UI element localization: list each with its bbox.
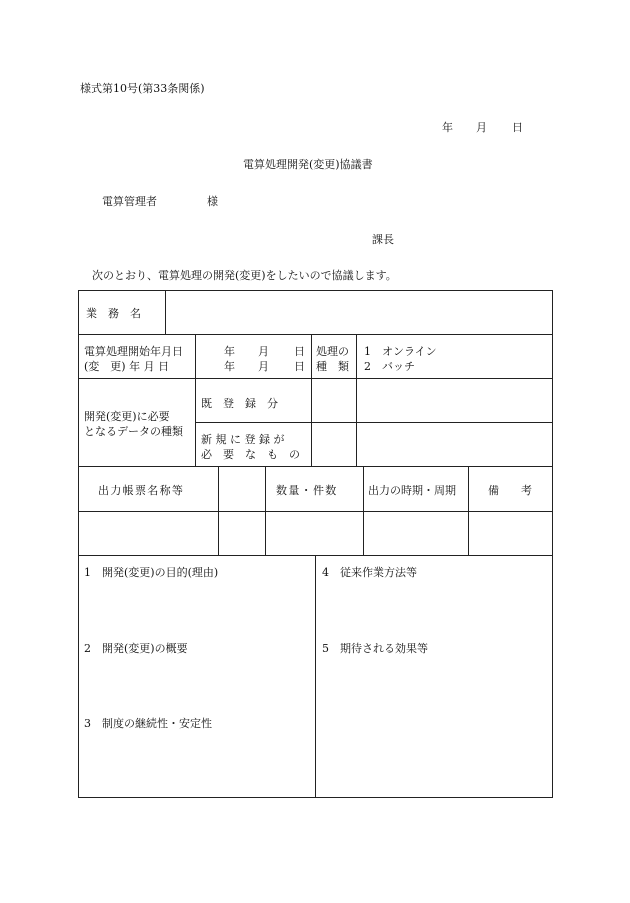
- column-divider: [315, 555, 316, 798]
- date-year: 年: [442, 121, 453, 134]
- output-timing-label: 出力の時期・周期: [368, 484, 456, 497]
- start-day: 日: [294, 345, 305, 358]
- form-number: 様式第10号(第33条関係): [80, 82, 205, 95]
- existing-registered-label: 既 登 録 分: [201, 397, 278, 410]
- date-month: 月: [476, 121, 487, 134]
- data-types-label: 開発(変更)に必要: [84, 410, 170, 423]
- column-divider: [265, 466, 266, 555]
- column-divider: [468, 466, 469, 555]
- change-date-label: (変 更) 年 月 日: [84, 360, 170, 373]
- change-day: 日: [294, 360, 305, 373]
- column-divider: [356, 334, 357, 466]
- consultation-form-table: [78, 290, 553, 798]
- column-divider: [311, 334, 312, 466]
- business-name-label: 業 務 名: [86, 307, 141, 320]
- start-date-label: 電算処理開始年月日: [84, 345, 183, 358]
- column-divider: [218, 466, 219, 555]
- start-year: 年: [224, 345, 235, 358]
- row-divider: [78, 466, 553, 467]
- row-divider: [78, 378, 553, 379]
- process-type-label-2: 種 類: [316, 360, 349, 373]
- row-divider: [78, 334, 553, 335]
- expected-effects-label: 5 期待される効果等: [322, 642, 428, 655]
- overview-label: 2 開発(変更)の概要: [84, 642, 188, 655]
- column-divider: [363, 466, 364, 555]
- remarks-label: 備 考: [488, 484, 532, 497]
- addressee-honorific: 様: [207, 195, 218, 208]
- addressee: 電算管理者: [102, 195, 157, 208]
- document-title: 電算処理開発(変更)協議書: [243, 158, 373, 171]
- purpose-label: 1 開発(変更)の目的(理由): [84, 566, 219, 579]
- quantity-label: 数量・件数: [276, 484, 338, 497]
- new-registration-label-2: 必 要 な も の: [201, 448, 300, 461]
- data-types-label-2: となるデータの種類: [84, 425, 183, 438]
- start-month: 月: [258, 345, 269, 358]
- process-type-label: 処理の: [316, 345, 349, 358]
- business-name-field[interactable]: [166, 291, 552, 333]
- new-registration-label: 新 規 に 登 録 が: [201, 433, 285, 446]
- continuity-label: 3 制度の継続性・安定性: [84, 717, 212, 730]
- process-option-batch[interactable]: 2 バッチ: [364, 360, 415, 373]
- row-divider: [195, 422, 553, 423]
- process-option-online[interactable]: 1 オンライン: [364, 345, 437, 358]
- intro-text: 次のとおり、電算処理の開発(変更)をしたいので協議します。: [92, 269, 397, 282]
- sender: 課長: [372, 233, 394, 246]
- column-divider: [195, 334, 196, 466]
- output-forms-label: 出力帳票名称等: [98, 484, 185, 497]
- change-month: 月: [258, 360, 269, 373]
- row-divider: [78, 511, 553, 512]
- date-day: 日: [512, 121, 523, 134]
- change-year: 年: [224, 360, 235, 373]
- previous-methods-label: 4 従来作業方法等: [322, 566, 417, 579]
